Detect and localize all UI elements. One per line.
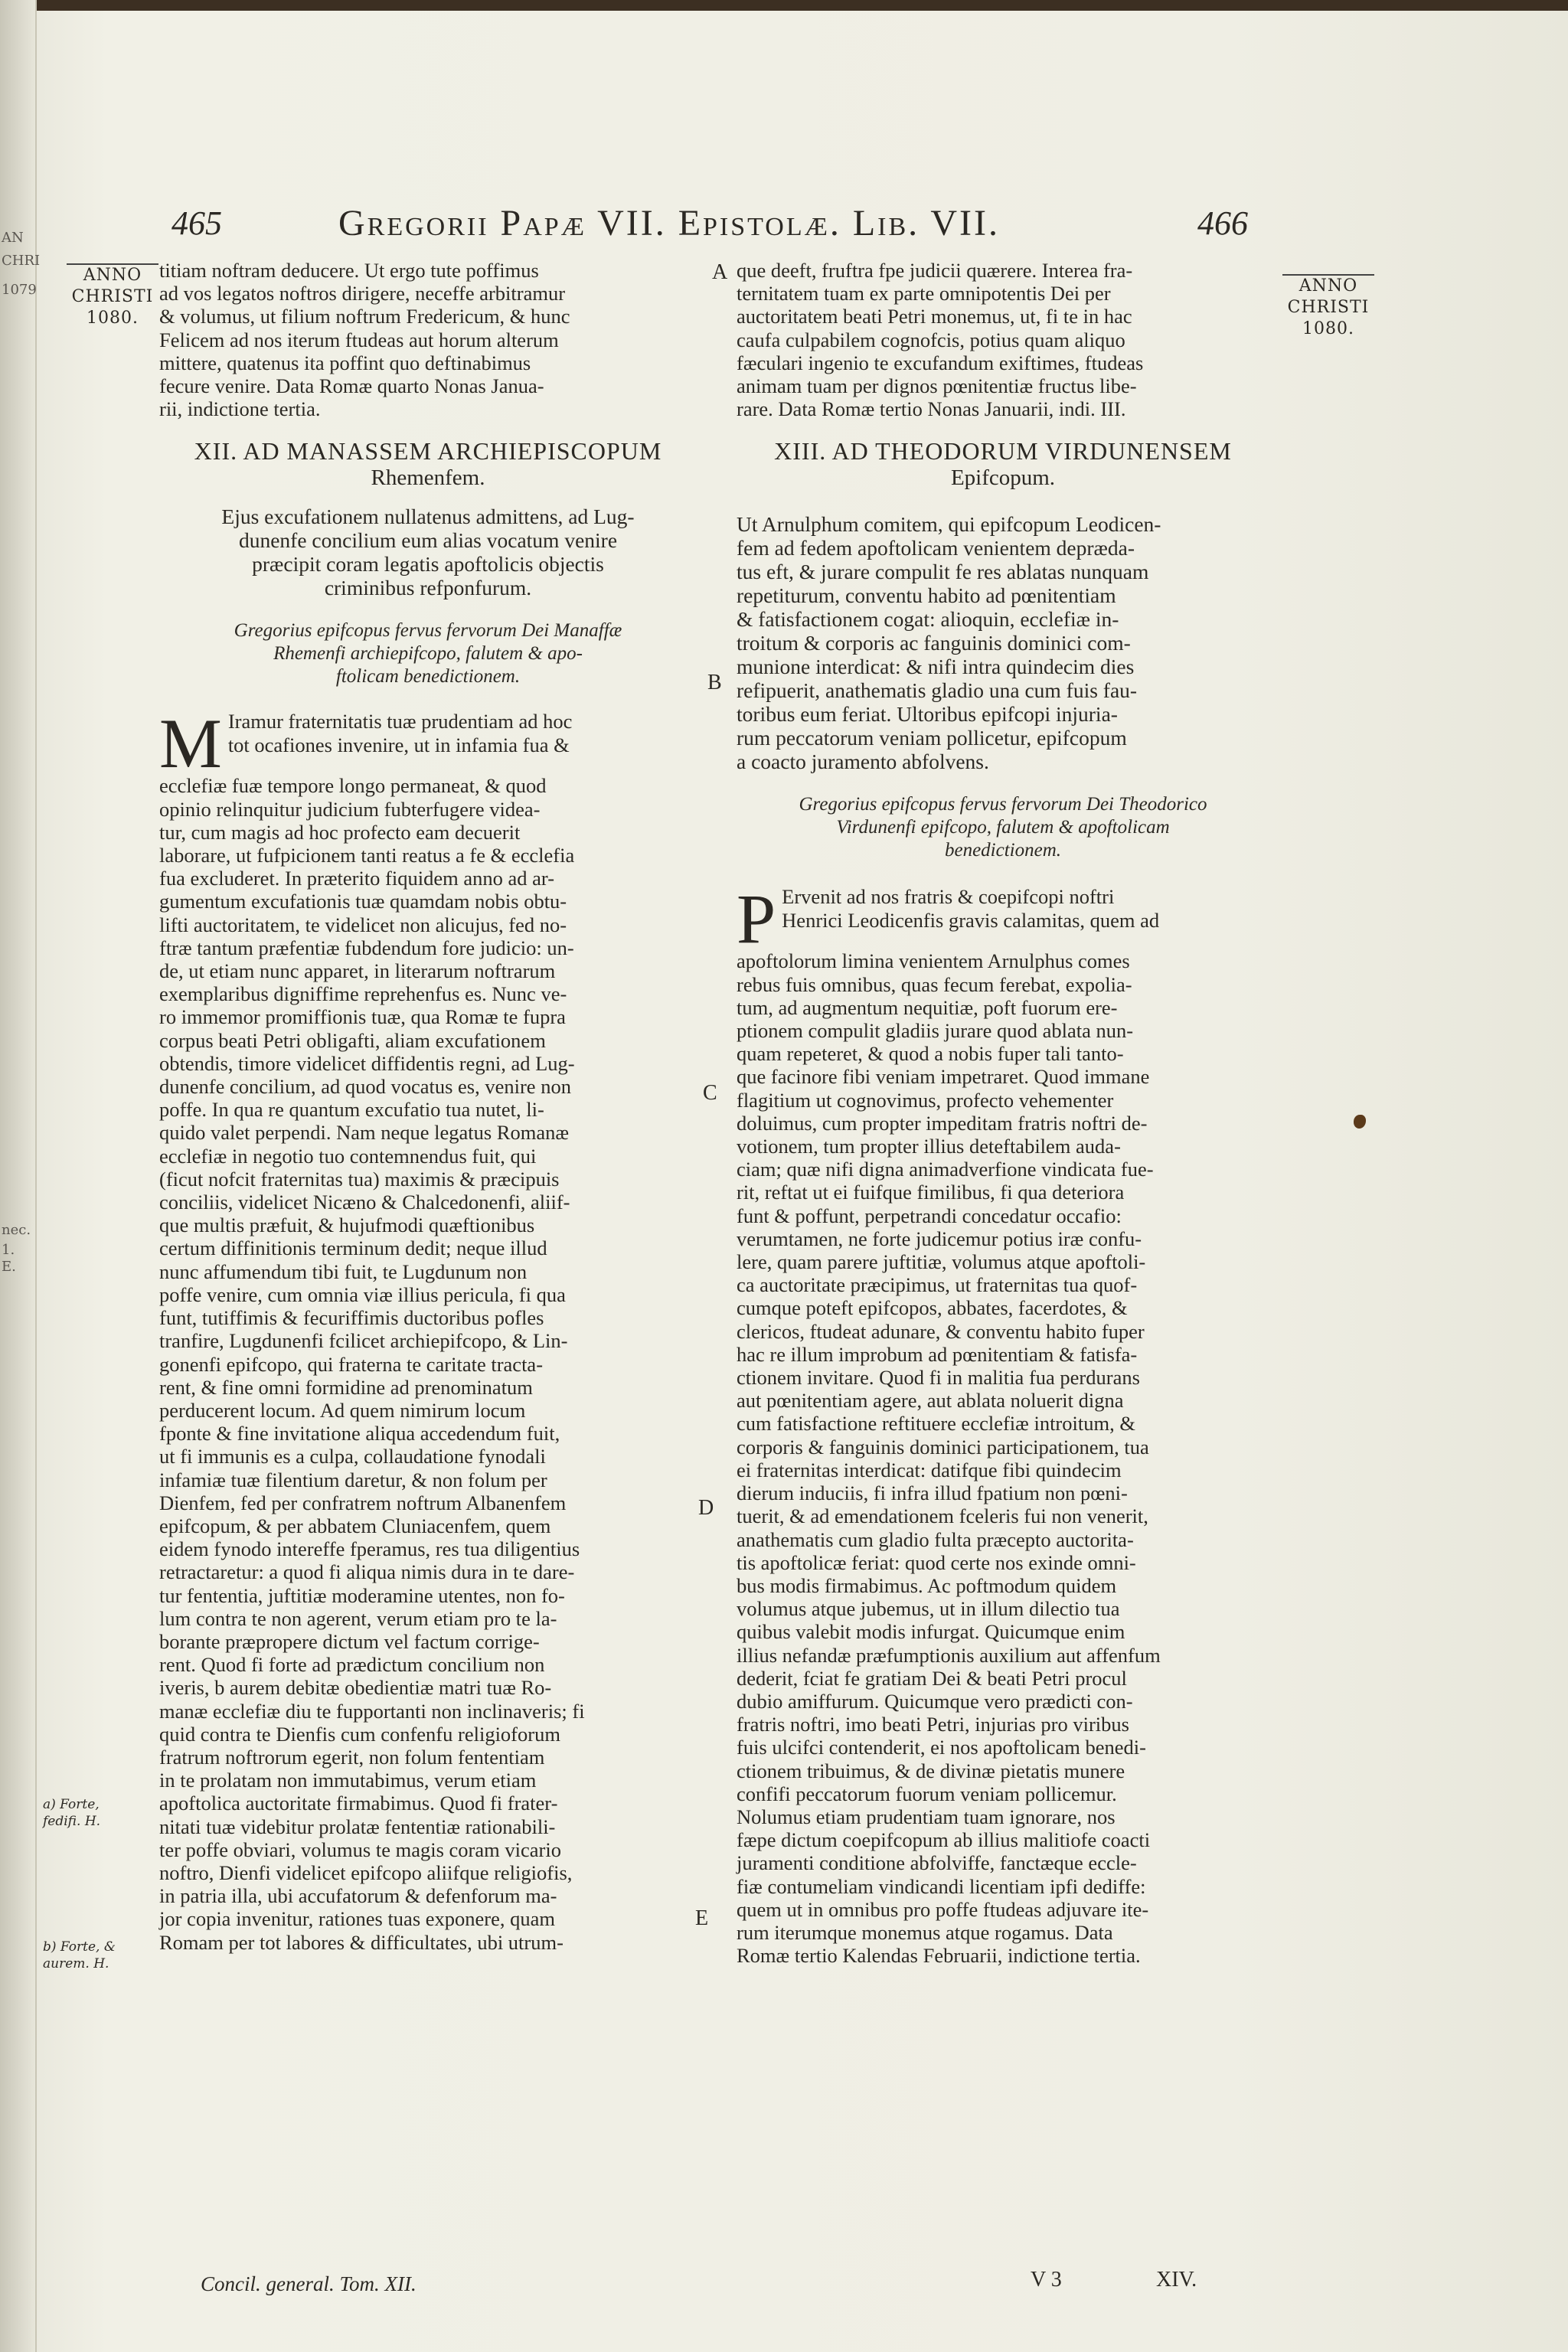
section-marker-b: B — [707, 671, 722, 694]
first-lines — [159, 710, 697, 756]
text-line: munione interdicat: & nifi intra quindecim dies — [737, 655, 1135, 679]
letter-xii-ending — [737, 259, 1269, 420]
drop-cap: M — [159, 704, 222, 783]
note-label: b) Forte, & — [43, 1939, 116, 1955]
text-line: eidem fynodo intereffe fperamus, res tua diligentius — [159, 1537, 580, 1561]
text-line: que facinore fibi veniam impetraret. Quod immane — [737, 1065, 1150, 1089]
text-line: certum diffinitionis terminum dedit; neque illud — [159, 1236, 547, 1260]
letter-xiii-body — [737, 880, 1269, 1968]
anno-label: ANNO — [83, 266, 142, 285]
text-line: iveris, b aurem debitæ obedientiæ matri tuæ Ro- — [159, 1676, 552, 1700]
margin-note-a — [43, 1796, 100, 1830]
text-line: fratris noftri, imo beati Petri, injurias pro viribus — [737, 1713, 1129, 1736]
text-line: ctionem tribuimus, & de divinæ pietatis munere — [737, 1759, 1125, 1782]
section-marker-d: D — [698, 1496, 714, 1520]
text-line: de, ut etiam nunc apparet, in literarum noftrarum — [159, 959, 556, 983]
text-line: in patria illa, ubi accufatorum & defenforum ma- — [159, 1884, 557, 1908]
text-line: Ejus excufationem nullatenus admittens, ad Lug- — [221, 505, 635, 529]
text-line: exemplaribus digniffime reprehenfus es. Nunc ve- — [159, 982, 567, 1006]
anno-christi-left — [55, 263, 170, 329]
text-line: poffe. In qua re quantum excufatio tua nutet, li- — [159, 1098, 544, 1122]
text-line: titiam noftram deducere. Ut ergo tute poffimus — [159, 259, 539, 282]
text-line: ro immemor promiffionis tuæ, qua Romæ te fupra — [159, 1005, 566, 1029]
text-line: ctionem invitare. Quod fi in malitia fua perdurans — [737, 1366, 1140, 1390]
note-text: fedifi. H. — [43, 1814, 101, 1829]
text-line: conciliis, videlicet Nicæno & Chalcedonenfi, aliif- — [159, 1191, 570, 1214]
right-column — [737, 259, 1269, 1967]
text-line: retractaretur: a quod fi aliqua nimis dura in te dare- — [159, 1560, 575, 1584]
page-number-right: 466 — [1197, 204, 1248, 242]
text-line: doluimus, cum propter impeditam fratris noftri de- — [737, 1111, 1148, 1135]
text-line: Iramur fraternitatis tuæ prudentiam ad hoc — [227, 710, 573, 733]
text-line: ecclefiæ fuæ tempore longo permaneat, & quod — [159, 774, 547, 798]
text-line: rit, reftat ut ei fuifque fimilibus, fi qua deteriora — [737, 1181, 1125, 1204]
text-line: tur fententia, juftitiæ moderamine utentes, non fo- — [159, 1583, 565, 1607]
text-line: verumtamen, ne forte judicemur potius iræ confu- — [737, 1227, 1142, 1250]
text-line: rent, & fine omni formidine ad prenominatum — [159, 1375, 533, 1399]
text-line: dierum induciis, fi infra illud fpatium non pœni- — [737, 1481, 1128, 1505]
margin-note-b — [43, 1939, 116, 1972]
text-line: anathematis cum gladio fulta præcepto auctorita- — [737, 1527, 1134, 1551]
text-line: ca auctoritate præcipimus, ut fraternitas tua quof- — [737, 1273, 1138, 1297]
body-text — [737, 949, 1269, 1967]
previous-page-edge — [0, 0, 41, 2352]
text-line: Gregorius epifcopus fervus fervorum Dei Theodorico — [799, 794, 1207, 815]
text-line: & volumus, ut filium noftrum Fredericum, & hunc — [159, 305, 570, 328]
text-line: criminibus refponfurum. — [324, 576, 532, 600]
text-line: ptionem compulit gladiis jurare quod ablata nun- — [737, 1019, 1134, 1043]
text-line: infamiæ tuæ filentium daretur, & non folum per — [159, 1468, 547, 1491]
letter-xi-ending — [159, 259, 697, 420]
text-line: quibus valebit modis infurgat. Quicumque enim — [737, 1620, 1125, 1644]
text-line: fuis ulcifci contenderit, ei nos apoftolicam benedi- — [737, 1736, 1146, 1759]
text-line: fæculari ingenio te excufandum exiftimes, ftudeas — [737, 351, 1144, 374]
year-label: 1080. — [1302, 319, 1354, 338]
text-line: corpus beati Petri obligafti, aliam excufationem — [159, 1028, 546, 1052]
text-line: toribus eum feriat. Ultoribus epifcopi injuria- — [737, 702, 1118, 727]
year-label: 1080. — [87, 309, 139, 328]
text-line: in te prolatam non immutabimus, verum etiam — [159, 1769, 537, 1792]
text-line: borante præpropere dictum vel factum corrige- — [159, 1629, 540, 1653]
text-line: apoftolica auctoritate firmabimus. Quod fi frater- — [159, 1792, 558, 1815]
text-line: tot ocafiones invenire, ut in infamia fua & — [227, 733, 570, 756]
text-line: fem ad fedem apoftolicam venientem deprædа- — [737, 536, 1135, 560]
text-line: hac re illum improbum ad pœnitentiam & fatisfa- — [737, 1342, 1138, 1366]
text-line: fua excluderet. In præterito fiquidem anno ad ar- — [159, 867, 555, 890]
text-line: fponte & fine invitatione aliqua accedendum fuit, — [159, 1422, 560, 1446]
running-title: Gregorii Papæ VII. Epistolæ. Lib. VII. — [338, 203, 1000, 243]
text-line: benedictionem. — [944, 840, 1062, 861]
text-line: fecure venire. Data Romæ quarto Nonas Janua- — [159, 374, 544, 398]
text-line: juramenti conditione abfolviffe, fanctæque eccle- — [737, 1851, 1137, 1875]
text-line: Virdunenfi epifcopo, falutem & apoftolicam — [836, 817, 1170, 838]
signature-mark: V 3 — [1031, 2268, 1062, 2292]
text-line: noftro, Dienfi videlicet epifcopo aliifque religiofis, — [159, 1860, 573, 1884]
text-line: nitati tuæ videbitur prolatæ fententiæ rationabili- — [159, 1815, 556, 1838]
text-line: perducerent locum. Ad quem nimirum locum — [159, 1398, 526, 1422]
christi-label: CHRISTI — [71, 287, 154, 306]
text-line: laborare, ut fufpicionem tanti reatus a fe & ecclefia — [159, 844, 575, 867]
text-line: quido valet perpendi. Nam neque legatus Romanæ — [159, 1121, 570, 1145]
text-line: tus eft, & jurare compulit fe res ablatas nunquam — [737, 560, 1149, 584]
text-line: caufa culpabilem cognofcis, potius quam aliquo — [737, 328, 1125, 351]
letter-xiii-summary — [737, 512, 1269, 773]
text-line: præcipit coram legatis apoftolicis objectis — [252, 552, 604, 577]
bottom-signature-line: Concil. general. Tom. XII. — [201, 2272, 416, 2295]
letter-xii-salutation — [159, 619, 697, 688]
text-line: tum, ad augmentum nequitiæ, poft fuorum ere- — [737, 995, 1118, 1019]
text-line: rum peccatorum veniam pollicetur, epifcopum — [737, 726, 1127, 750]
bleed-text: 1079 — [2, 282, 37, 298]
text-line: tis apoftolicæ feriat: quod certe nos exinde omni- — [737, 1550, 1136, 1574]
bleed-text: AN — [2, 230, 24, 246]
text-line: (ficut nofcit fraternitas tua) maximis & præcipuis — [159, 1167, 560, 1191]
text-line: votionem, tum propter illius deteftabilem auda- — [737, 1135, 1121, 1158]
note-text: aurem. H. — [43, 1956, 109, 1971]
text-line: fæpe dictum coepifcopum ab illius malitiofe coacti — [737, 1828, 1151, 1852]
text-line: dunenfe concilium eum alias vocatum venire — [238, 528, 618, 553]
text-line: obtendis, timore videlicet diffidentis regni, ad Lug- — [159, 1051, 575, 1075]
first-lines — [737, 885, 1269, 931]
text-line: repetiturum, conventu habito ad pœnitentiam — [737, 583, 1116, 608]
text-line: Romæ tertio Kalendas Februarii, indictione tertia. — [737, 1944, 1141, 1968]
text-line: rum iterumque monemus atque rogamus. Data — [737, 1920, 1113, 1944]
text-line: rare. Data Romæ tertio Nonas Januarii, indi. III. — [737, 397, 1126, 421]
letter-xii-body — [159, 704, 697, 1954]
text-line: rii, indictione tertia. — [159, 397, 321, 421]
text-line: jor copia invenitur, rationes tuas exponere, quam — [159, 1907, 555, 1931]
text-line: quam repeteret, & quod a nobis fuper tali tanto- — [737, 1042, 1124, 1066]
text-line: ut fi immunis es a culpa, collaudatione fynodali — [159, 1445, 546, 1468]
text-line: auctoritatem beati Petri monemus, ut, fi te in hac — [737, 305, 1132, 328]
text-line: Dienfem, fed per confratrem noftrum Albanenfem — [159, 1491, 567, 1514]
text-line: clericos, ftudeat adunare, & conventu habito fuper — [737, 1319, 1145, 1343]
text-line: apoftolorum limina venientem Arnulphus comes — [737, 949, 1130, 973]
text-line: Ut Arnulphum comitem, qui epifcopum Leodicen- — [737, 512, 1161, 537]
text-line: ecclefiæ in negotio tuo contemnendus fuit, qui — [159, 1144, 537, 1168]
text-line: opinio relinquitur judicium fubterfugere videa- — [159, 797, 541, 821]
drop-cap: P — [737, 880, 776, 959]
text-line: manæ ecclefiæ diu te fupportanti non inclinaveris; fi — [159, 1699, 585, 1723]
text-line: flagitium ut cognovimus, profecto vehementer — [737, 1088, 1114, 1112]
text-line: funt, tutiffimis & fecuriffimis ductoribus pofles — [159, 1306, 544, 1330]
text-line: fiæ contumeliam vindicandi licentiam ipfi dediffe: — [737, 1874, 1146, 1898]
text-line: dunenfe concilium, ad quod vocatus es, venire non — [159, 1075, 571, 1099]
text-line: Rhemenfi archiepifcopo, falutem & apo- — [273, 643, 583, 665]
text-line: aut pœnitentiam agere, aut ablata noluerit digna — [737, 1389, 1124, 1413]
text-line: refipuerit, anathematis gladio una cum fuis fau- — [737, 678, 1138, 703]
text-line: quid contra te Dienfis cum confenfu religioforum — [159, 1722, 560, 1746]
text-line: ad vos legatos noftros dirigere, neceffe arbitramur — [159, 282, 566, 305]
text-line: ei fraternitas interdicat: datifque fibi quindecim — [737, 1458, 1122, 1481]
text-line: lifti auctoritatem, te videlicet non alicujus, fed no- — [159, 913, 567, 936]
text-line: tur, cum magis ad hoc profecto eam decuerit — [159, 820, 521, 844]
text-line: Nolumus etiam prudentiam tuam ignorare, nos — [737, 1805, 1116, 1828]
text-line: Henrici Leodicenfis gravis calamitas, quem ad — [782, 908, 1160, 932]
text-line: mittere, quatenus ita poffint quo deftinabimus — [159, 351, 531, 374]
text-line: quem ut in omnibus pro poffe ftudeas adjuvare ite- — [737, 1897, 1149, 1921]
text-line: ciam; quæ nifi digna animadverfione vindicata fue- — [737, 1158, 1154, 1181]
text-line: epifcopum, & per abbatem Cluniacenfem, quem — [159, 1514, 551, 1537]
section-marker-c: C — [703, 1081, 717, 1105]
text-line: & fatisfactionem cogat: alioquin, ecclefiæ in- — [737, 607, 1119, 632]
text-line: lum contra te non agerent, verum etiam pro te la- — [159, 1606, 557, 1630]
anno-label: ANNO — [1298, 276, 1358, 296]
text-line: rent. Quod fi forte ad prædictum concilium non — [159, 1653, 545, 1677]
running-header — [168, 202, 1363, 248]
anno-christi-right — [1271, 274, 1386, 340]
text-line: dederit, fciat fe gratiam Dei & beati Petri procul — [737, 1666, 1127, 1690]
catchword: XIV. — [1156, 2268, 1197, 2292]
text-line: poffe venire, cum omnia viæ illius pericula, fi qua — [159, 1282, 566, 1306]
text-line: Ervenit ad nos fratris & coepifcopi noftri — [782, 885, 1115, 909]
text-line: confifi peccatorum fuorum veniam pollicemur. — [737, 1782, 1117, 1805]
bleed-text: nec. — [2, 1222, 31, 1238]
text-line: que multis præfuit, & hujufmodi quæftionibus — [159, 1214, 535, 1237]
text-line: nunc affumendum tibi fuit, te Lugdunum non — [159, 1259, 528, 1283]
section-marker-a: A — [712, 260, 728, 284]
christi-label: CHRISTI — [1287, 298, 1370, 317]
text-line: corporis & fanguinis dominici participationem, tua — [737, 1435, 1149, 1459]
text-line: tranfire, Lugdunenfi fcilicet archiepifcopo, & Lin- — [159, 1329, 568, 1353]
text-line: Romam per tot labores & difficultates, ubi utrum- — [159, 1930, 564, 1954]
letter-xii-subtitle: Rhemenfem. — [371, 466, 485, 491]
text-line: fratrum noftrorum egerit, non folum fententiam — [159, 1745, 545, 1769]
page-top-edge — [0, 0, 1568, 11]
text-line: a coacto juramento abfolvens. — [737, 750, 989, 774]
text-line: rebus fuis omnibus, quas fecum ferebat, expolia- — [737, 972, 1132, 996]
letter-xiii-salutation — [737, 793, 1269, 862]
left-column — [159, 259, 697, 1954]
text-line: illius nefandæ præfumptionis auxilium aut affenfum — [737, 1643, 1161, 1667]
text-line: bus modis firmabimus. Ac poftmodum quidem — [737, 1573, 1117, 1597]
text-line: animam tuam per dignos pœnitentiæ fructus libe- — [737, 374, 1137, 398]
page-number-left: 465 — [172, 204, 222, 242]
ink-blot — [1354, 1115, 1366, 1129]
text-line: ftolicam benedictionem. — [335, 666, 521, 688]
letter-xiii-title: XIII. AD THEODORUM VIRDUNENSEM — [774, 437, 1232, 466]
text-line: Felicem ad nos iterum ftudeas aut horum alterum — [159, 328, 559, 351]
note-label: a) Forte, — [43, 1797, 100, 1812]
letter-xiii-subtitle: Epifcopum. — [950, 466, 1056, 491]
text-line: cumque poteft epifcopos, abbates, facerdotes, & — [737, 1296, 1128, 1320]
letter-xii-summary — [159, 505, 697, 599]
text-line: lere, quam parere juftitiæ, volumus atque apoftoli- — [737, 1250, 1146, 1274]
text-line: Gregorius epifcopus fervus fervorum Dei Manaffæ — [234, 620, 622, 642]
text-line: dubio amiffurum. Quicumque vero prædicti con- — [737, 1689, 1133, 1713]
bleed-text: 1. E. — [2, 1242, 16, 1275]
bleed-text: CHRI — [2, 253, 41, 269]
text-line: que deeft, fruftra fpe judicii quærere. Interea fra- — [737, 259, 1133, 282]
text-line: cum fatisfactione reftituere ecclefiæ introitum, & — [737, 1412, 1135, 1436]
text-line: ftræ tantum præfentiæ fubdendum fore judicio: un- — [159, 936, 574, 959]
text-line: tuerit, & ad emendationem fceleris fui non venerit, — [737, 1504, 1148, 1528]
text-line: volumus atque jubemus, ut in illum dilectio tua — [737, 1597, 1120, 1621]
text-line: gonenfi epifcopo, qui fraterna te caritate tracta- — [159, 1352, 544, 1376]
letter-xii-title: XII. AD MANASSEM ARCHIEPISCOPUM — [194, 437, 662, 466]
text-line: troitum & corporis ac fanguinis dominici com- — [737, 631, 1131, 655]
body-text — [159, 774, 697, 1953]
text-line: ter poffe obviari, volumus te magis coram vicario — [159, 1838, 561, 1861]
text-line: gumentum excufationis tuæ quamdam nobis obtu- — [159, 890, 567, 913]
text-line: ternitatem tuam ex parte omnipotentis Dei per — [737, 282, 1111, 305]
section-marker-e: E — [695, 1906, 709, 1930]
text-line: funt & poffunt, perpetrandi concedatur occafio: — [737, 1204, 1122, 1227]
